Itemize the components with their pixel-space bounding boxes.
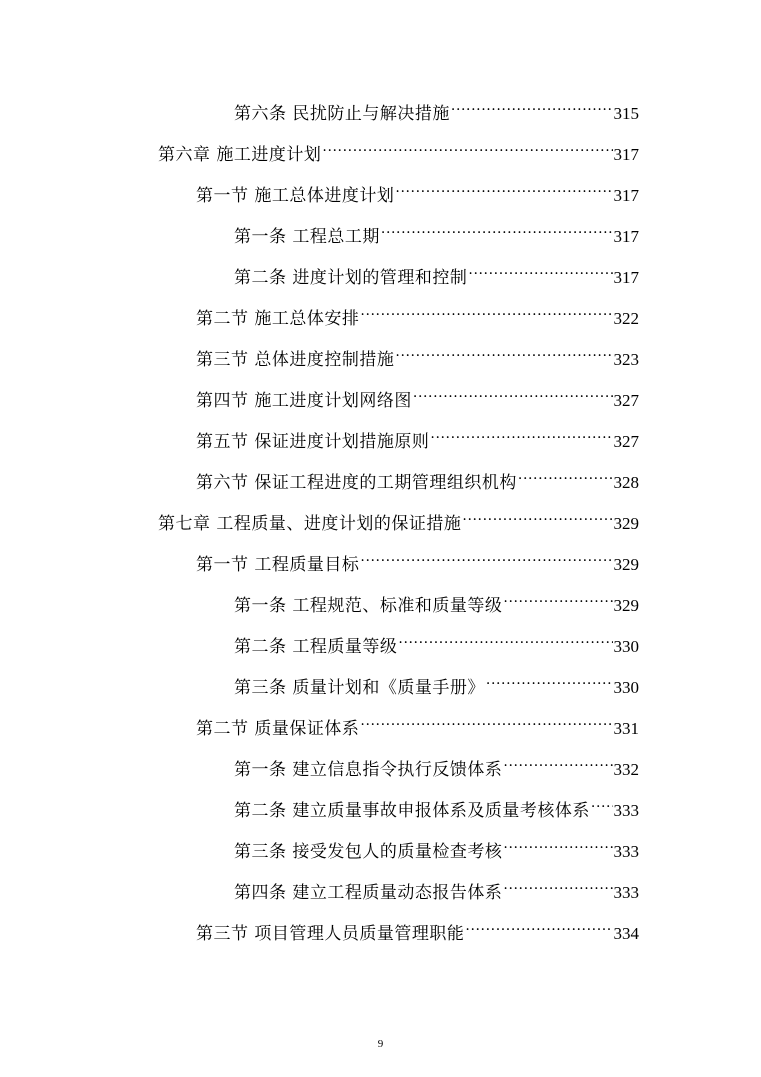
toc-entry[interactable] <box>234 212 639 247</box>
toc-entry-page: 315 <box>613 104 639 123</box>
toc-dot-leader <box>413 376 613 406</box>
toc-entry-title: 第六章 施工进度计划 <box>158 145 322 165</box>
toc-entry-title: 第四节 施工进度计划网络图 <box>196 391 412 411</box>
toc-entry-page: 327 <box>613 391 639 410</box>
toc-entry[interactable] <box>196 376 639 411</box>
toc-entry[interactable] <box>196 458 639 493</box>
toc-entry-page: 317 <box>613 227 639 246</box>
toc-dot-leader <box>518 458 613 488</box>
toc-entry-page: 329 <box>613 555 639 574</box>
toc-entry[interactable] <box>234 622 639 657</box>
toc-entry-page: 322 <box>613 309 639 328</box>
toc-entry-page: 329 <box>613 596 639 615</box>
toc-entry-page: 333 <box>613 883 639 902</box>
toc-entry[interactable] <box>196 909 639 944</box>
toc-entry-page: 330 <box>613 637 639 656</box>
toc-entry-page: 334 <box>613 924 639 943</box>
toc-dot-leader <box>468 253 612 283</box>
toc-dot-leader <box>591 786 613 816</box>
toc-dot-leader <box>503 868 612 898</box>
toc-entry[interactable] <box>234 827 639 862</box>
toc-dot-leader <box>398 622 612 652</box>
toc-entry-title: 第一节 工程质量目标 <box>196 555 360 575</box>
toc-entry-title: 第二条 建立质量事故申报体系及质量考核体系 <box>234 801 590 821</box>
toc-entry-title: 第六条 民扰防止与解决措施 <box>234 104 450 124</box>
toc-dot-leader <box>503 581 612 611</box>
toc-entry[interactable] <box>234 745 639 780</box>
toc-entry-title: 第六节 保证工程进度的工期管理组织机构 <box>196 473 517 493</box>
toc-entry-page: 323 <box>613 350 639 369</box>
toc-entry-title: 第一条 建立信息指令执行反馈体系 <box>234 760 503 780</box>
toc-entry-title: 第二节 施工总体安排 <box>196 309 360 329</box>
toc-dot-leader <box>503 745 612 775</box>
toc-entry-page: 329 <box>613 514 639 533</box>
toc-dot-leader <box>395 335 612 365</box>
toc-entry-page: 327 <box>613 432 639 451</box>
toc-dot-leader <box>360 704 612 734</box>
toc-entry[interactable] <box>196 704 639 739</box>
toc-entry-title: 第二条 进度计划的管理和控制 <box>234 268 468 288</box>
toc-entry-page: 332 <box>613 760 639 779</box>
toc-entry-page: 317 <box>613 145 639 164</box>
toc-entry[interactable] <box>196 294 639 329</box>
toc-entry[interactable] <box>234 253 639 288</box>
toc-entry-page: 317 <box>613 268 639 287</box>
toc-entry[interactable] <box>196 335 639 370</box>
toc-entry[interactable] <box>234 89 639 124</box>
toc-dot-leader <box>486 663 613 693</box>
toc-entry-page: 333 <box>613 801 639 820</box>
toc-dot-leader <box>451 89 613 119</box>
toc-entry-title: 第七章 工程质量、进度计划的保证措施 <box>158 514 462 534</box>
toc-dot-leader <box>462 499 612 529</box>
toc-entry-page: 317 <box>613 186 639 205</box>
toc-entry[interactable] <box>196 171 639 206</box>
toc-entry-title: 第一节 施工总体进度计划 <box>196 186 395 206</box>
toc-entry-page: 331 <box>613 719 639 738</box>
toc-entry-title: 第三节 项目管理人员质量管理职能 <box>196 924 465 944</box>
toc-entry[interactable] <box>234 581 639 616</box>
page-number: 9 <box>377 1038 384 1050</box>
toc-entry[interactable] <box>234 663 639 698</box>
toc-entry-page: 330 <box>613 678 639 697</box>
toc-dot-leader <box>465 909 612 939</box>
toc-entry[interactable] <box>158 130 639 165</box>
toc-entry-title: 第三节 总体进度控制措施 <box>196 350 395 370</box>
toc-entry[interactable] <box>158 499 639 534</box>
toc-entry[interactable] <box>234 786 639 821</box>
toc-dot-leader <box>430 417 612 447</box>
toc-dot-leader <box>381 212 613 242</box>
toc-entry[interactable] <box>196 540 639 575</box>
toc-dot-leader <box>360 540 612 570</box>
toc-entry-page: 328 <box>613 473 639 492</box>
toc-dot-leader <box>322 130 612 160</box>
toc-entry-page: 333 <box>613 842 639 861</box>
toc-entry-title: 第五节 保证进度计划措施原则 <box>196 432 430 452</box>
toc-entry-title: 第三条 质量计划和《质量手册》 <box>234 678 485 698</box>
toc-entry[interactable] <box>234 868 639 903</box>
toc-entry[interactable] <box>196 417 639 452</box>
toc-entry-title: 第一条 工程总工期 <box>234 227 380 247</box>
toc-entry-title: 第二节 质量保证体系 <box>196 719 360 739</box>
toc-dot-leader <box>395 171 612 201</box>
toc-dot-leader <box>360 294 612 324</box>
toc-entry-title: 第三条 接受发包人的质量检查考核 <box>234 842 503 862</box>
toc-entry-title: 第四条 建立工程质量动态报告体系 <box>234 883 503 903</box>
toc-entry-title: 第二条 工程质量等级 <box>234 637 398 657</box>
toc-dot-leader <box>503 827 612 857</box>
toc-entry-title: 第一条 工程规范、标准和质量等级 <box>234 596 503 616</box>
